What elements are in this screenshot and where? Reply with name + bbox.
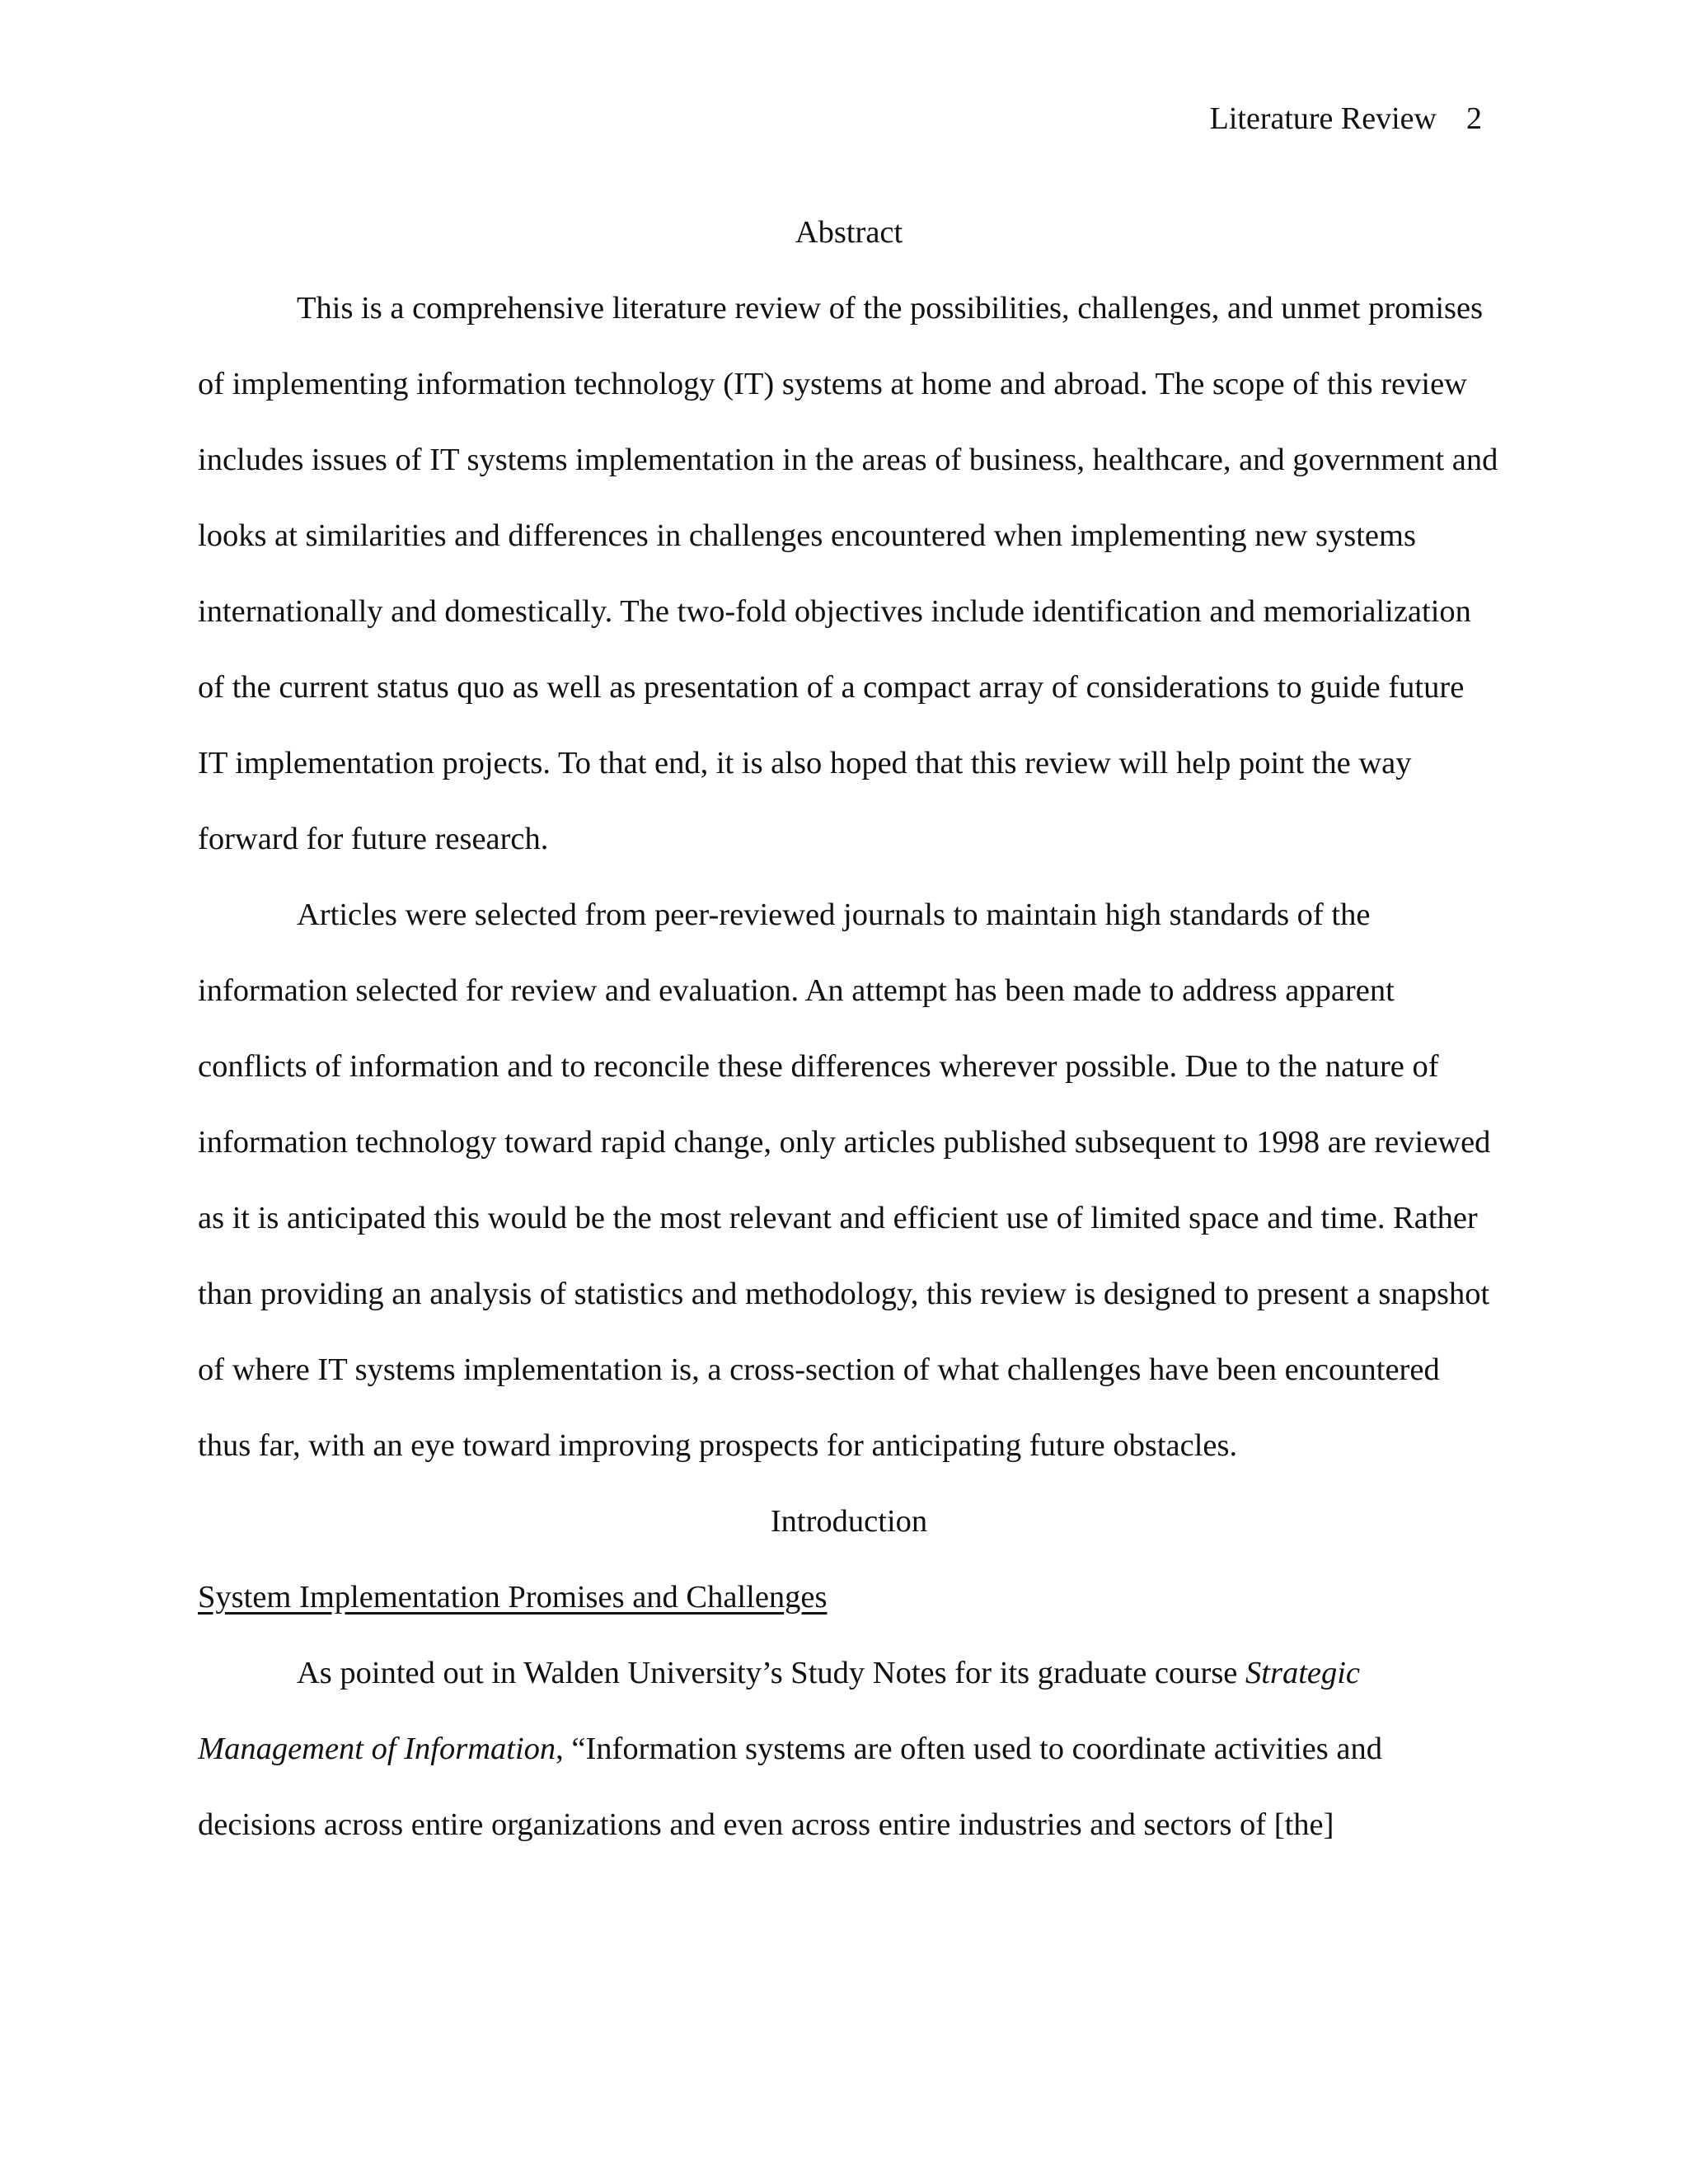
section-subheading: System Implementation Promises and Challenges <box>198 1580 828 1615</box>
running-head-title: Literature Review <box>1209 101 1437 136</box>
course-title: Strategic Management of Information <box>198 1656 1361 1766</box>
document-body <box>198 194 1500 1863</box>
abstract-heading: Abstract <box>795 215 903 250</box>
introduction-paragraph <box>198 1635 1500 1863</box>
running-head <box>1210 97 1482 140</box>
page-number: 2 <box>1466 101 1482 136</box>
introduction-text-end: , “Information systems are often used to coordinate activities and decisions across entire organizations and even across entire industries and sectors of [the] <box>198 1732 1382 1842</box>
introduction-heading: Introduction <box>770 1504 928 1539</box>
introduction-text-start: As pointed out in Walden University’s Study Notes for its graduate course <box>297 1656 1246 1690</box>
abstract-paragraph-2: Articles were selected from peer-reviewed journals to maintain high standards of the information selected for review and evaluation. An attempt has been made to address apparent conflicts of information and to reconcile these differences wherever possible. Due to the nature of information technology toward rapid change, only articles published subsequent to 1998 are reviewed as it is anticipated this would be the most relevant and efficient use of limited space and time. Rather than providing an analysis of statistics and methodology, this review is designed to present a snapshot of where IT systems implementation is, a cross-section of what challenges have been encountered thus far, with an eye toward improving prospects for anticipating future obstacles. <box>198 898 1491 1463</box>
abstract-paragraph-1: This is a comprehensive literature review of the possibilities, challenges, and unmet promises of implementing information technology (IT) systems at home and abroad. The scope of this review includes issues of IT systems implementation in the areas of business, healthcare, and government and looks at similarities and differences in challenges encountered when implementing new systems internationally and domestically. The two-fold objectives include identification and memorialization of the current status quo as well as presentation of a compact array of considerations to guide future IT implementation projects. To that end, it is also hoped that this review will help point the way forward for future research. <box>198 291 1498 856</box>
